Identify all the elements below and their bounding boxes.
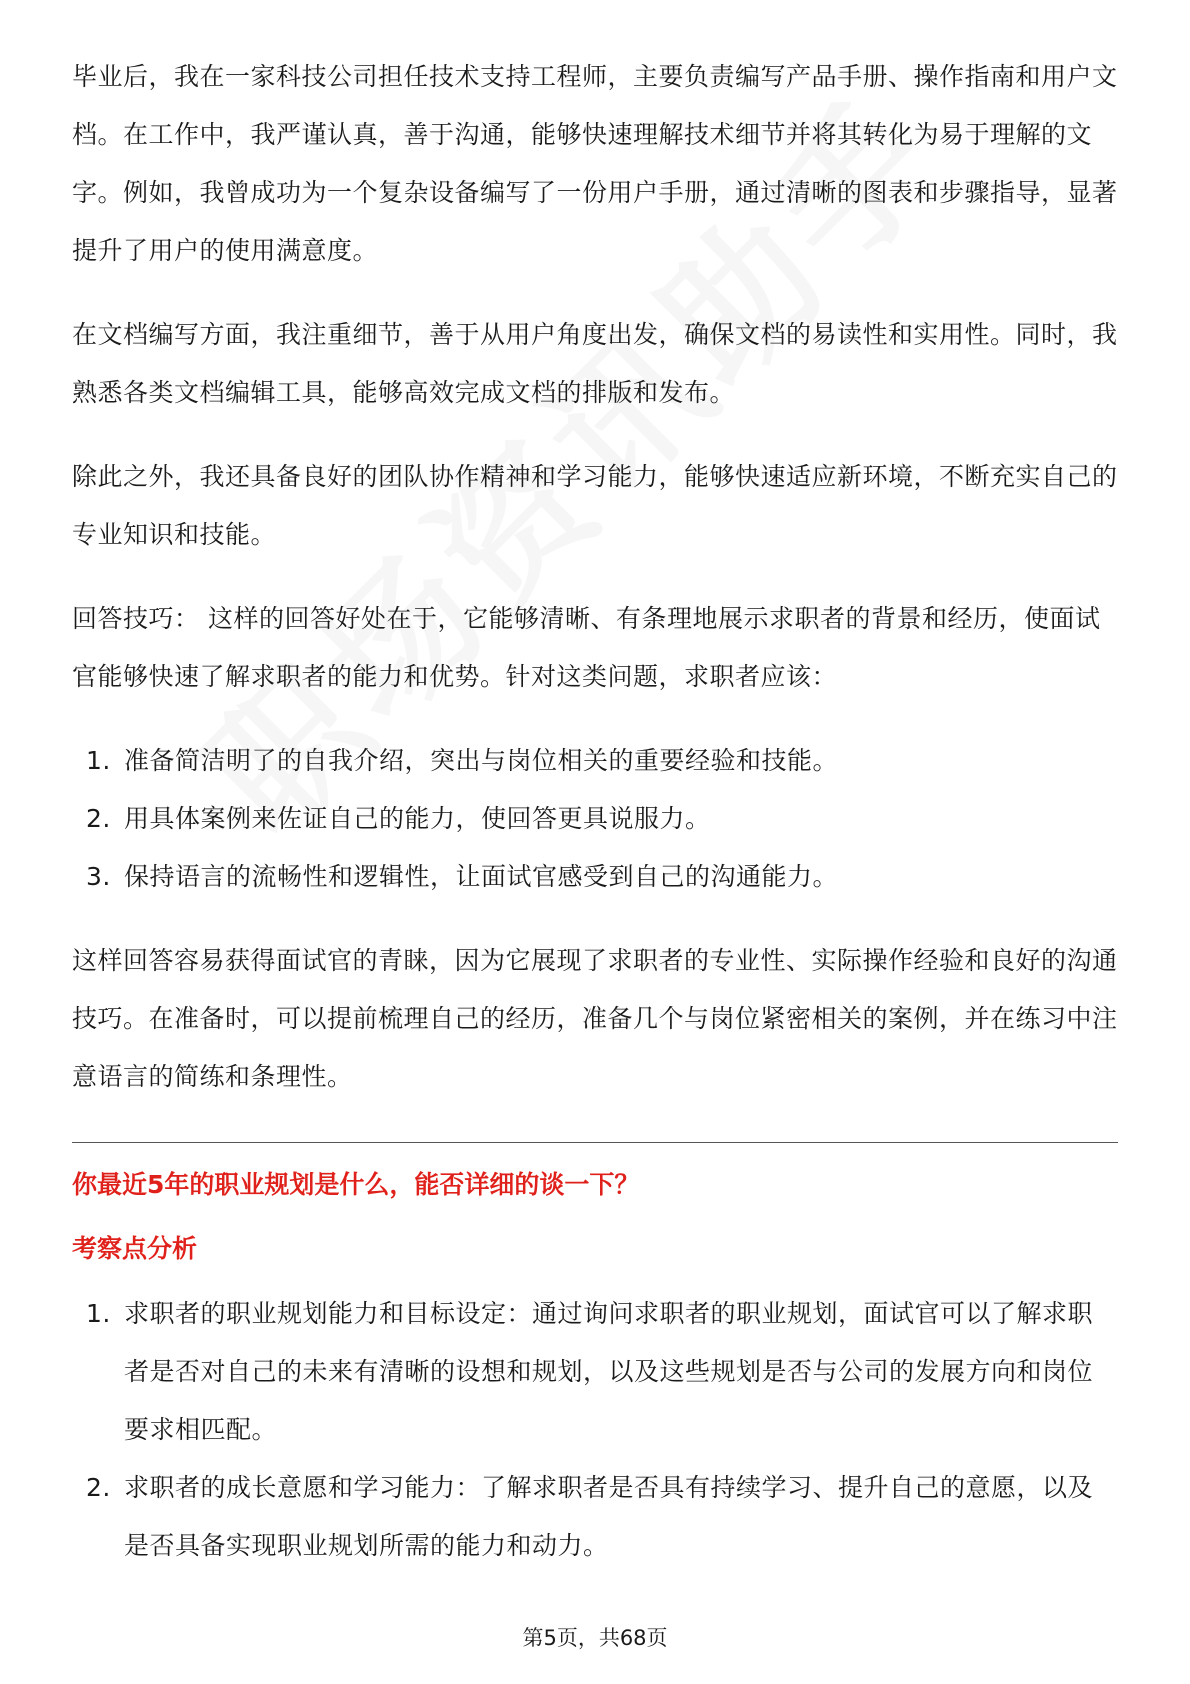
- page-number: 第5页，共68页: [522, 1626, 668, 1650]
- section-divider: [72, 1142, 1118, 1143]
- document-page: [72, 48, 1118, 1575]
- paragraph-documentation-skills: 在文档编写方面，我注重细节，善于从用户角度出发，确保文档的易读性和实用性。同时，我熟悉各类文档编辑工具，能够高效完成文档的排版和发布。: [72, 320, 1118, 407]
- list-item: 1. 求职者的职业规划能力和目标设定：通过询问求职者的职业规划，面试官可以了解求职者是否对自己的未来有清晰的设想和规划，以及这些规划是否与公司的发展方向和岗位要求相匹配。: [86, 1299, 1094, 1444]
- paragraph-answer-tips: 回答技巧： 这样的回答好处在于，它能够清晰、有条理地展示求职者的背景和经历，使面试官能够快速了解求职者的能力和优势。针对这类问题，求职者应该：: [72, 604, 1101, 691]
- analysis-list: [72, 1285, 1118, 1575]
- paragraph-work-experience: 毕业后，我在一家科技公司担任技术支持工程师，主要负责编写产品手册、操作指南和用户文档。在工作中，我严谨认真，善于沟通，能够快速理解技术细节并将其转化为易于理解的文字。例如，我曾成功为一个复杂设备编写了一份用户手册，通过清晰的图表和步骤指导，显著提升了用户的使用满意度。: [72, 62, 1118, 265]
- paragraph-teamwork: 除此之外，我还具备良好的团队协作精神和学习能力，能够快速适应新环境，不断充实自己的专业知识和技能。: [72, 462, 1118, 549]
- question-title: 你最近5年的职业规划是什么，能否详细的谈一下？: [72, 1170, 640, 1199]
- paragraph-summary: 这样回答容易获得面试官的青睐，因为它展现了求职者的专业性、实际操作经验和良好的沟通技巧。在准备时，可以提前梳理自己的经历，准备几个与岗位紧密相关的案例，并在练习中注意语言的简练和条理性。: [72, 946, 1118, 1091]
- list-item: 1. 准备简洁明了的自我介绍，突出与岗位相关的重要经验和技能。: [86, 746, 839, 775]
- list-item: 3. 保持语言的流畅性和逻辑性，让面试官感受到自己的沟通能力。: [86, 862, 839, 891]
- analysis-heading: 考察点分析: [72, 1234, 198, 1263]
- list-item: 2. 用具体案例来佐证自己的能力，使回答更具说服力。: [86, 804, 711, 833]
- tips-list: [72, 732, 1118, 906]
- list-item: 2. 求职者的成长意愿和学习能力：了解求职者是否具有持续学习、提升自己的意愿，以及是否具备实现职业规划所需的能力和动力。: [86, 1473, 1094, 1560]
